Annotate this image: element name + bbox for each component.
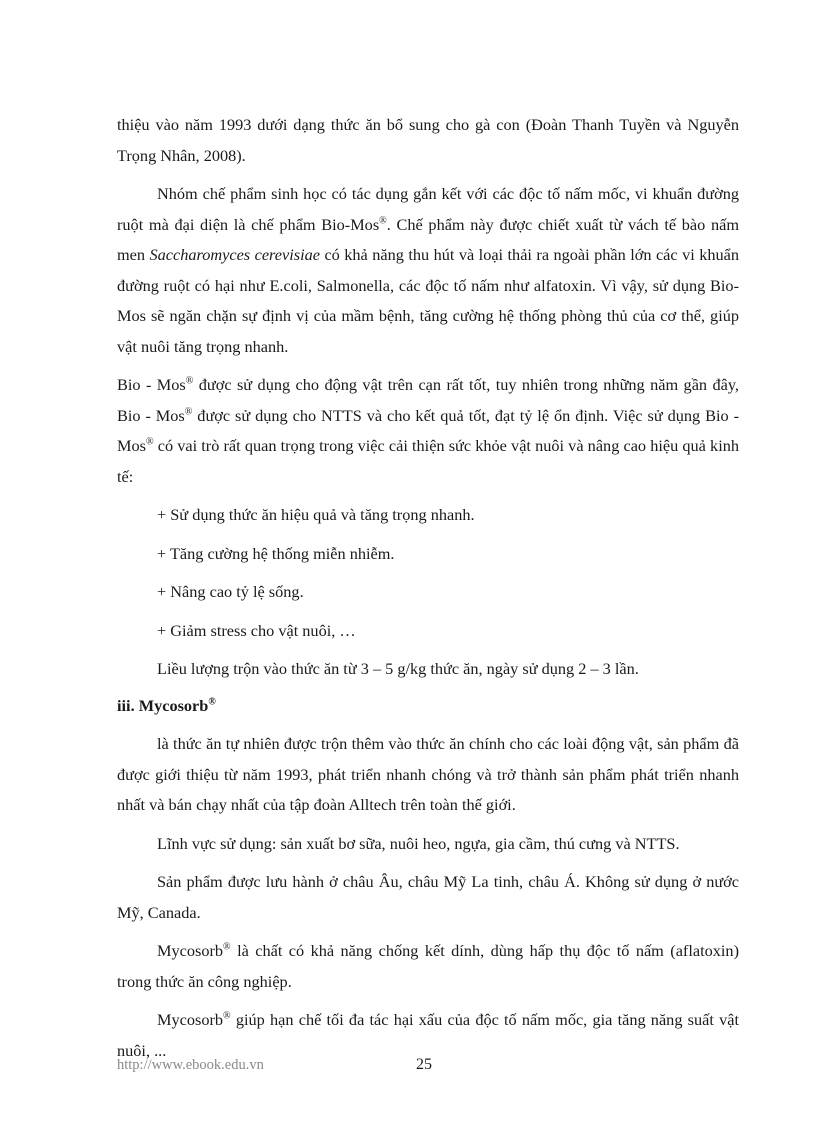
- text-span: Mycosorb: [157, 1010, 224, 1029]
- bullet-item: + Nâng cao tỷ lệ sống.: [157, 582, 304, 601]
- body-text: [117, 110, 739, 1066]
- paragraph-mycosorb-intro: là thức ăn tự nhiên được trộn thêm vào thức ăn chính cho các loài động vật, sản phẩm đã được giới thiệu từ năm 1993, phát triển nhanh chóng và trở thành sản phẩm phát triển nhanh nhất và bán chạy nhất của tập đoàn Alltech trên toàn thế giới.: [117, 734, 739, 814]
- text-span: Nhóm chế phẩm sinh học có tác dụng gắn kết với các độc tố nấm mốc, vi khuẩn đường ruột mà đại diện là chế phẩm Bio-Mos: [117, 184, 739, 234]
- registered-mark: ®: [185, 375, 194, 387]
- paragraph-1: thiệu vào năm 1993 dưới dạng thức ăn bổ sung cho gà con (Đoàn Thanh Tuyền và Nguyễn Trọng Nhân, 2008).: [117, 115, 739, 165]
- paragraph-usage-fields: Lĩnh vực sử dụng: sản xuất bơ sữa, nuôi heo, ngựa, gia cầm, thú cưng và NTTS.: [157, 833, 680, 853]
- section-heading-mycosorb: [117, 691, 739, 722]
- text-span: có khả năng thu hút và loại thải ra ngoài phần lớn các vi khuẩn đường ruột có hại như E.coli, Salmonella, các độc tố nấm như alfatoxin. Vì vậy, sử dụng Bio-Mos sẽ ngăn chặn sự định vị của mầm bệnh, tăng cường hệ thống phòng thủ của cơ thể, giúp vật nuôi tăng trọng nhanh.: [117, 245, 739, 356]
- bullet-item: + Sử dụng thức ăn hiệu quả và tăng trọng nhanh.: [157, 505, 475, 524]
- registered-mark: ®: [145, 436, 154, 448]
- registered-mark: ®: [184, 406, 193, 418]
- text-span: có vai trò rất quan trọng trong việc cải thiện sức khỏe vật nuôi và nâng cao hiệu quả kinh tế:: [117, 436, 739, 486]
- text-span: là chất có khả năng chống kết dính, dùng hấp thụ độc tố nấm (aflatoxin) trong thức ăn công nghiệp.: [117, 941, 739, 991]
- paragraph-bio-mos-usage: [117, 370, 739, 492]
- registered-mark: ®: [223, 1010, 231, 1022]
- page-number: 25: [416, 1056, 432, 1073]
- text-span: được sử dụng cho động vật trên cạn rất tốt, tuy nhiên trong những năm gần đây, Bio - Mos: [117, 375, 739, 425]
- paragraph-bio-mos-intro: [117, 179, 739, 362]
- registered-mark: ®: [223, 941, 231, 953]
- paragraph-markets: Sản phẩm được lưu hành ở châu Âu, châu Mỹ La tinh, châu Á. Không sử dụng ở nước Mỹ, Canada.: [117, 872, 739, 922]
- text-span: Mycosorb: [157, 941, 224, 960]
- text-span: . Chế phẩm này được chiết xuất từ vách tế bào nấm men: [117, 214, 740, 264]
- registered-mark: ®: [379, 215, 387, 227]
- paragraph-dosage: Liều lượng trộn vào thức ăn từ 3 – 5 g/kg thức ăn, ngày sử dụng 2 – 3 lần.: [157, 659, 639, 678]
- bullet-item: + Giảm stress cho vật nuôi, …: [157, 620, 356, 640]
- text-span: được sử dụng cho NTTS và cho kết quả tốt, đạt tỷ lệ ổn định. Việc sử dụng Bio - Mos: [117, 405, 739, 455]
- bullet-item: + Tăng cường hệ thống miễn nhiễm.: [157, 543, 395, 563]
- text-span: Bio - Mos: [117, 375, 186, 394]
- paragraph-mycosorb-function: [117, 936, 739, 997]
- registered-mark: ®: [208, 696, 216, 708]
- heading-text: iii. Mycosorb: [117, 695, 209, 715]
- text-span: giúp hạn chế tối đa tác hại xấu của độc tố nấm mốc, gia tăng năng suất vật nuôi, ...: [117, 1010, 739, 1060]
- footer-url: http://www.ebook.edu.vn: [117, 1057, 264, 1073]
- species-name: Saccharomyces cerevisiae: [149, 245, 320, 264]
